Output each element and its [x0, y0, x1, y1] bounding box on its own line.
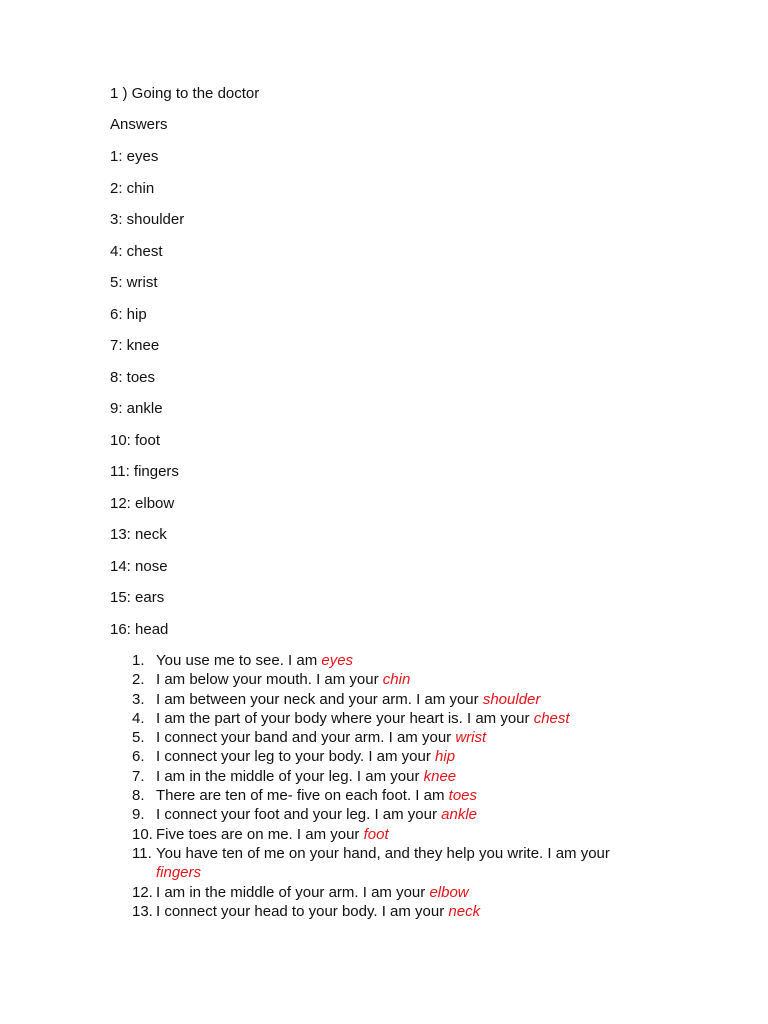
clue-text: I am below your mouth. I am your [156, 671, 383, 689]
clue-item [132, 844, 652, 883]
clue-text: I am in the middle of your leg. I am your [156, 767, 424, 785]
clue-answer: foot [363, 825, 389, 843]
clue-item [132, 690, 652, 709]
answer-item: 4: chest [110, 242, 163, 260]
clue-answer: wrist [455, 729, 487, 747]
clue-text: I connect your leg to your body. I am your [156, 748, 436, 766]
clue-text: I am the part of your body where your heart is. I am your [156, 709, 534, 727]
clue-text: I connect your head to your body. I am your [156, 902, 449, 920]
clue-text: You use me to see. I am [156, 652, 322, 669]
clue-answer: chest [533, 709, 570, 727]
clue-item [132, 786, 652, 805]
clue-answer: fingers [156, 864, 202, 882]
clue-item [132, 805, 652, 824]
clue-answer: neck [448, 902, 481, 920]
answer-item: 9: ankle [110, 400, 163, 417]
clue-item [132, 709, 652, 728]
answer-item: 5: wrist [110, 274, 158, 291]
clue-number: 6. [132, 748, 145, 766]
clue-answer: toes [448, 787, 478, 805]
clue-text: I connect your foot and your leg. I am your [156, 806, 442, 824]
clue-answer: knee [423, 767, 457, 785]
clue-answer: elbow [429, 883, 469, 901]
clue-number: 4. [132, 709, 145, 727]
clue-number: 12. [132, 883, 153, 901]
clue-list [132, 651, 652, 921]
clue-item [132, 883, 652, 902]
answer-item: 8: toes [110, 368, 156, 386]
clue-answer: hip [435, 748, 456, 766]
clue-answer: shoulder [482, 690, 541, 708]
clue-item [132, 747, 652, 766]
answer-item: 11: fingers [110, 463, 179, 480]
clue-text: You have ten of me on your hand, and they help you write. I am your [156, 844, 610, 862]
clue-item [132, 902, 652, 921]
answer-item: 12: elbow [110, 494, 175, 512]
clue-answer: ankle [441, 806, 478, 824]
clue-text: I am between your neck and your arm. I am your [156, 690, 483, 708]
answer-item: 10: foot [110, 431, 161, 449]
answer-item: 3: shoulder [110, 211, 185, 228]
clue-item [132, 767, 652, 786]
clue-number: 3. [132, 690, 145, 708]
clue-item [132, 728, 652, 747]
clue-number: 8. [132, 787, 145, 805]
clue-number: 2. [132, 671, 145, 689]
clue-item [132, 825, 652, 844]
clue-text: There are ten of me- five on each foot. I am [156, 787, 449, 805]
answer-item: 7: knee [110, 337, 160, 354]
answer-list [110, 148, 184, 652]
clue-number: 10. [132, 825, 153, 843]
clue-answer: eyes [321, 652, 354, 669]
clue-number: 1. [132, 652, 145, 669]
answer-item: 6: hip [110, 305, 147, 323]
clue-number: 7. [132, 767, 145, 785]
answer-item: 13: neck [110, 526, 167, 543]
answer-item: 15: ears [110, 589, 165, 606]
clue-number: 9. [132, 806, 145, 824]
clue-text: Five toes are on me. I am your [156, 825, 364, 843]
clue-text: I am in the middle of your arm. I am your [156, 883, 430, 901]
page-title: 1 ) Going to the doctor [110, 85, 260, 102]
answer-item: 14: nose [110, 557, 168, 575]
answer-item: 1: eyes [110, 148, 159, 165]
clue-text: I connect your band and your arm. I am your [156, 729, 456, 747]
clue-number: 5. [132, 729, 145, 747]
answers-heading: Answers [110, 116, 168, 133]
clue-number: 11. [132, 844, 152, 862]
clue-item [132, 651, 652, 670]
clue-number: 13. [132, 902, 153, 920]
clue-answer: chin [382, 671, 411, 689]
answer-item: 2: chin [110, 179, 155, 197]
answer-item: 16: head [110, 620, 169, 638]
clue-item [132, 670, 652, 689]
